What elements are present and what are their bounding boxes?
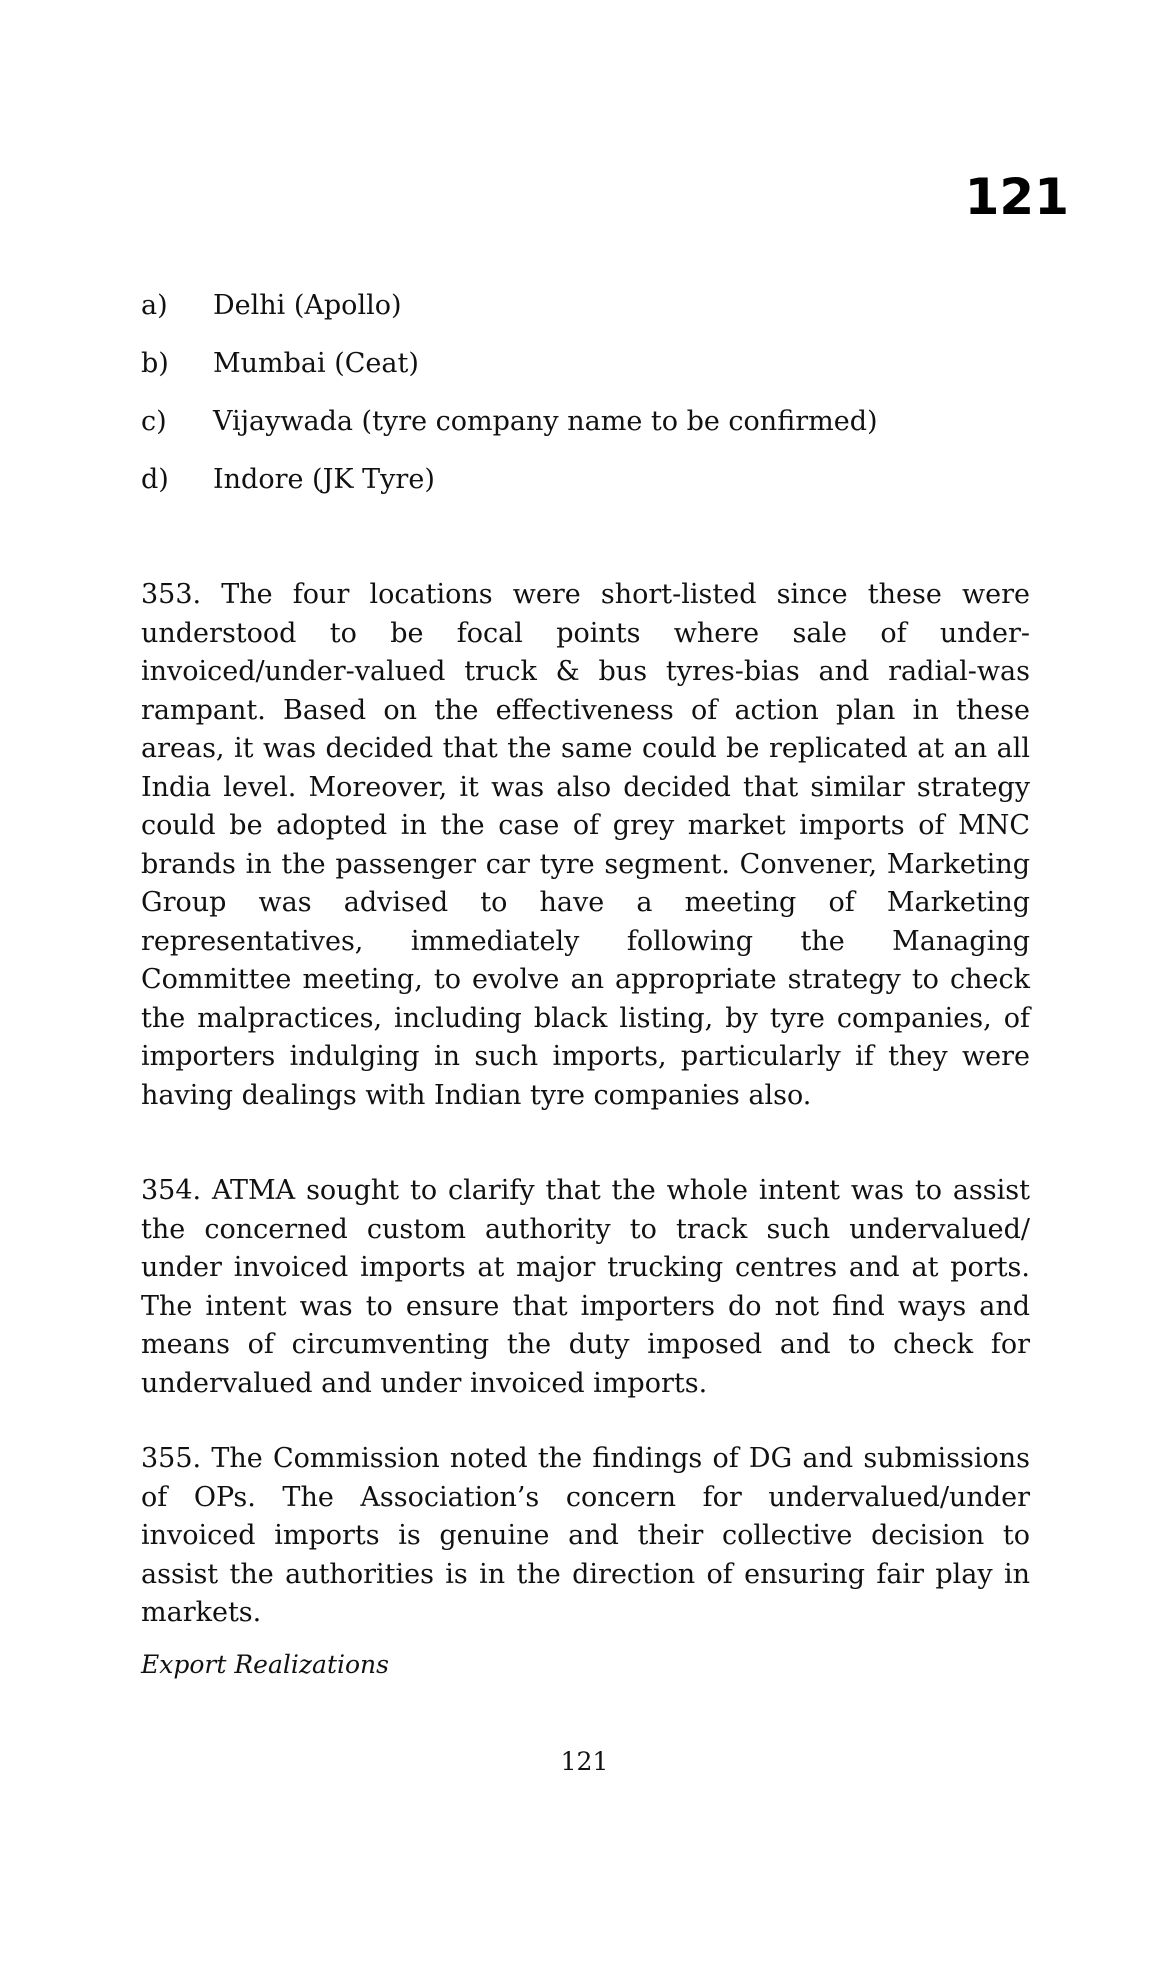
section-heading: Export Realizations: [141, 1650, 389, 1679]
list-item-text: Indore (JK Tyre): [213, 464, 435, 495]
header-page-number: 121: [964, 168, 1069, 226]
paragraph-354: 354. ATMA sought to clarify that the whole intent was to assist the concerned custom authority to track such undervalued/ under invoiced imports at major trucking centres and at ports. The intent was to ensure that importers do not find ways and means of circumventing the duty imposed and to check for undervalued and under invoiced imports.: [141, 1175, 1030, 1399]
list-item: [141, 404, 1041, 462]
list-item: [141, 462, 1041, 520]
list-item: [141, 346, 1041, 404]
paragraph-355: 355. The Commission noted the findings of DG and submissions of OPs. The Association’s concern for undervalued/under invoiced imports is genuine and their collective decision to assist the authorities is in the direction of ensuring fair play in markets.: [141, 1443, 1030, 1628]
list-item-text: Delhi (Apollo): [213, 290, 402, 321]
list-marker: a): [141, 290, 168, 321]
list-item-text: Vijaywada (tyre company name to be confirmed): [213, 406, 878, 437]
list-marker: d): [141, 464, 169, 495]
location-list: [141, 288, 1041, 520]
list-marker: c): [141, 406, 167, 437]
list-marker: b): [141, 348, 169, 379]
footer-page-number: 121: [560, 1747, 609, 1776]
list-item-text: Mumbai (Ceat): [213, 348, 419, 379]
paragraph-353: 353. The four locations were short-listed since these were understood to be focal points where sale of under-invoiced/under-valued truck & bus tyres-bias and radial-was rampant. Based on the effectiveness of action plan in these areas, it was decided that the same could be replicated at an all India level. Moreover, it was also decided that similar strategy could be adopted in the case of grey market imports of MNC brands in the passenger car tyre segment. Convener, Marketing Group was advised to have a meeting of Marketing representatives, immediately following the Managing Committee meeting, to evolve an appropriate strategy to check the malpractices, including black listing, by tyre companies, of importers indulging in such imports, particularly if they were having dealings with Indian tyre companies also.: [141, 579, 1030, 1111]
list-item: [141, 288, 1041, 346]
